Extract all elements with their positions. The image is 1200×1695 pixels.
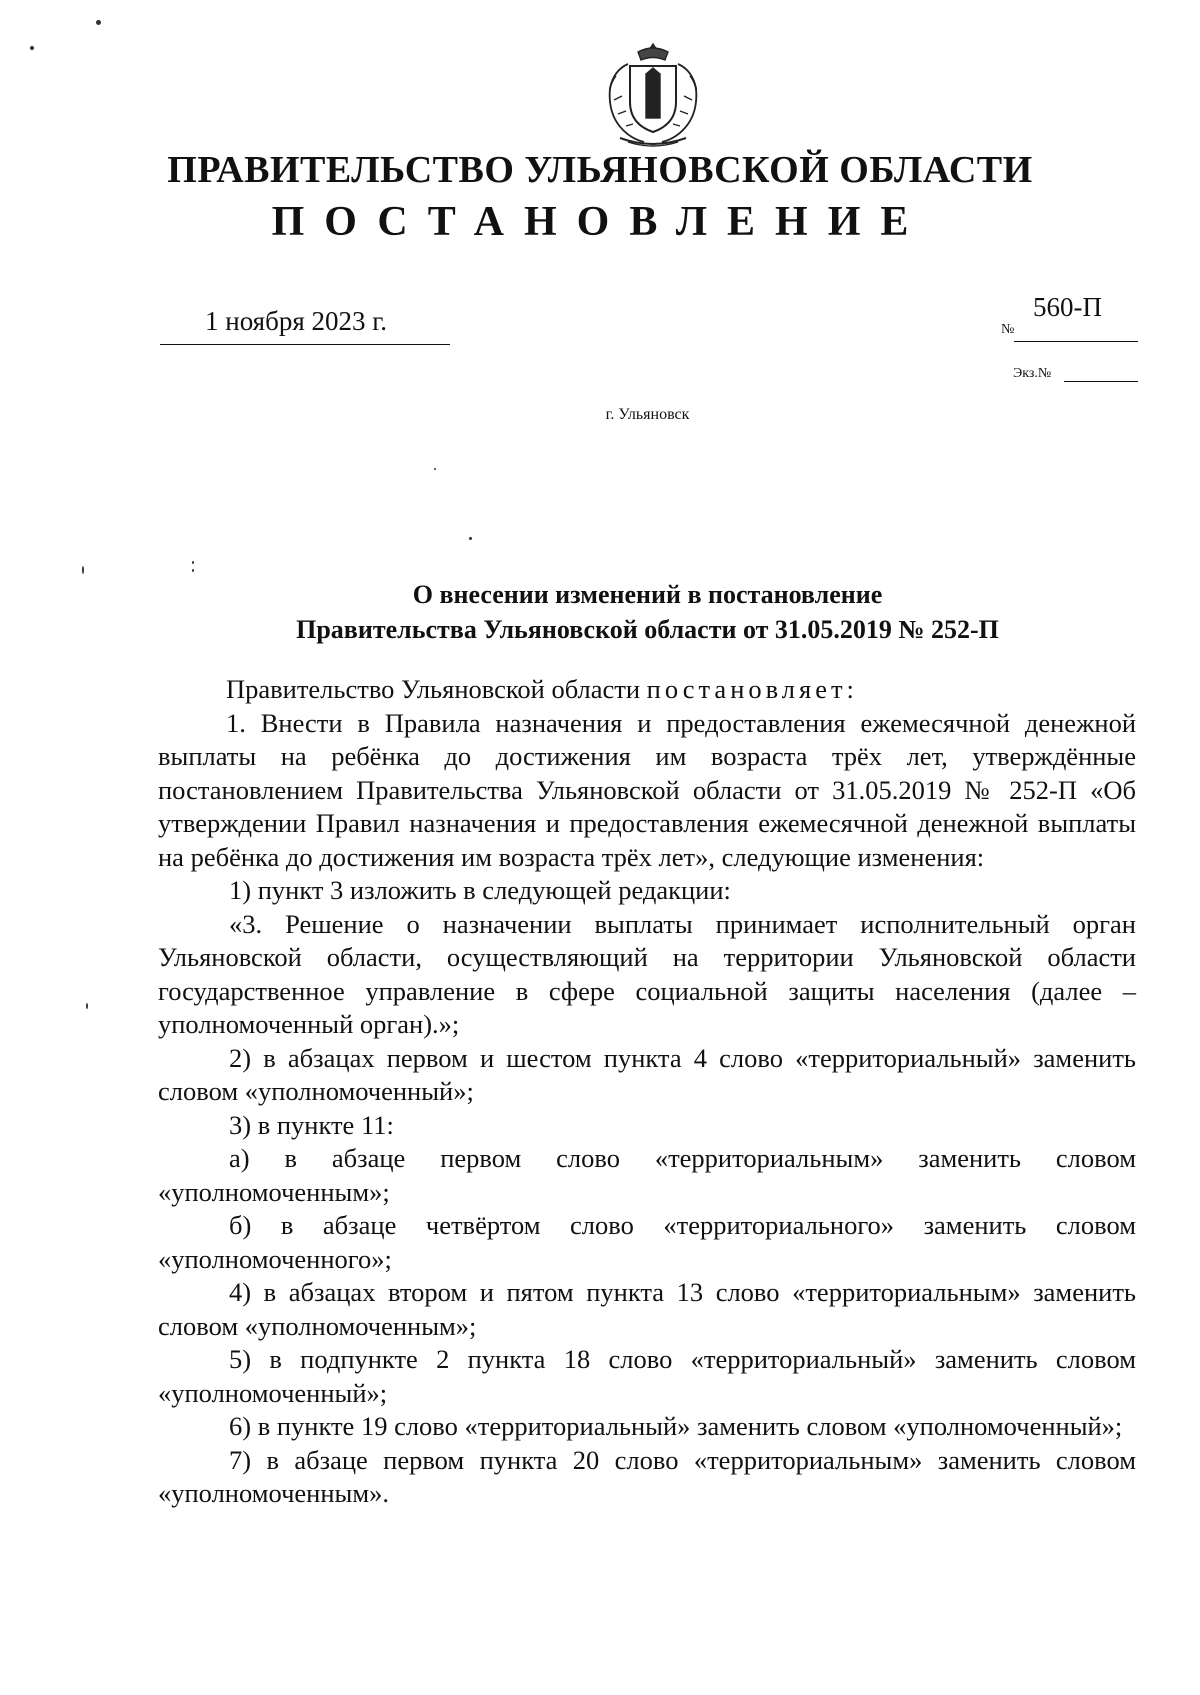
paragraph-6: а) в абзаце первом слово «территориальным» заменить словом «уполномоченным»; [158, 1143, 1136, 1207]
intro-verb: постановляет: [646, 674, 858, 704]
subject-line-2: Правительства Ульяновской области от 31.05.2019 № 252-П [296, 615, 999, 644]
subject-line-1: О внесении изменений в постановление [412, 580, 883, 609]
paragraph-5: 3) в пункте 11: [229, 1109, 394, 1140]
paragraph-11: 7) в абзаце первом пункта 20 слово «территориальным» заменить словом «уполномоченным». [158, 1444, 1136, 1508]
paragraph-2: 1) пункт 3 изложить в следующей редакции: [229, 875, 731, 905]
document-number: 560-П [1033, 292, 1102, 322]
intro-paragraph [158, 673, 1136, 707]
paragraph-3: «3. Решение о назначении выплаты принимает исполнительный орган Ульяновской области, осуществляющий на территории Ульяновской области государственное управление в сфере социальной защиты населения (далее – уполномоченный орган).»; [158, 908, 1136, 1039]
scan-speck [192, 561, 194, 564]
number-underline [1014, 341, 1138, 342]
government-title: ПРАВИТЕЛЬСТВО УЛЬЯНОВСКОЙ ОБЛАСТИ [167, 149, 1033, 191]
document-subject [0, 577, 1200, 647]
coat-of-arms-icon [598, 40, 708, 150]
number-label: № [1001, 322, 1015, 337]
paragraph-4: 2) в абзацах первом и шестом пункта 4 слово «территориальный» заменить словом «уполномоченный»; [158, 1042, 1136, 1106]
paragraph-1: 1. Внести в Правила назначения и предоставления ежемесячной денежной выплаты на ребёнка до достижения им возраста трёх лет, утверждённые постановлением Правительства Ульяновской области от 31.05.2019 № 252-П «Об утверждении Правил назначения и предоставления ежемесячной денежной выплаты на ребёнка до достижения им возраста трёх лет», следующие изменения: [158, 707, 1136, 872]
date-underline [160, 344, 450, 345]
scan-speck [434, 468, 436, 470]
paragraph-7: б) в абзаце четвёртом слово «территориального» заменить словом «уполномоченного»; [158, 1210, 1136, 1274]
paragraph-9: 5) в подпункте 2 пункта 18 слово «территориальный» заменить словом «уполномоченный»; [158, 1344, 1136, 1408]
document-date: 1 ноября 2023 г. [205, 306, 388, 336]
copy-underline [1064, 381, 1138, 382]
city-name: г. Ульяновск [605, 406, 690, 423]
scan-speck [469, 537, 472, 540]
document-type-title: ПОСТАНОВЛЕНИЕ [271, 199, 929, 245]
paragraph-10: 6) в пункте 19 слово «территориальный» заменить словом «уполномоченный»; [229, 1411, 1123, 1441]
scan-speck [192, 569, 194, 572]
document-body [158, 673, 1136, 1511]
scan-speck [82, 566, 84, 574]
scan-speck [96, 20, 101, 25]
scan-speck [86, 1003, 88, 1009]
scan-speck [30, 46, 34, 50]
intro-lead: Правительство Ульяновской области [226, 674, 647, 704]
copy-label: Экз.№ [1013, 366, 1052, 381]
paragraph-8: 4) в абзацах втором и пятом пункта 13 слово «территориальным» заменить словом «уполномоченным»; [158, 1277, 1136, 1341]
